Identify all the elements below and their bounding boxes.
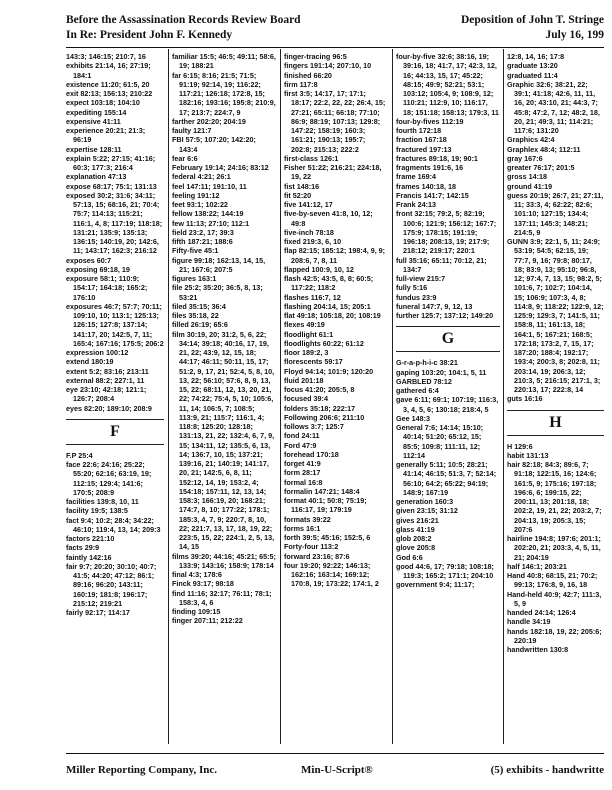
index-entry: flashing 204:14, 15; 205:1	[284, 301, 371, 311]
index-entry: FBI 57:5; 107:20; 142:20; 143:4	[172, 135, 256, 154]
index-entry: handle 34:19	[507, 617, 551, 627]
index-column-3	[284, 52, 388, 742]
index-entry: 143:3; 146:15; 210:7, 16	[66, 52, 146, 61]
index-entry: flap 82:15; 185:12; 198:4, 9, 9; 208:6, 7, 8, 11	[284, 246, 386, 265]
index-entry: Gee 148:3	[396, 413, 430, 423]
index-entry: four-by-five 32:6; 38:16, 19; 39:16, 18; 41:7, 17; 42:3, 12, 16; 44:13, 15, 17; 45:22; 48:15; 49:9; 52:21; 53:1; 103:12; 105:4, 9; 108:9, 12; 110:21; 112:9, 10; 116:17, 18; 151:18; 158:13; 179:3, 11	[396, 52, 499, 117]
index-entry: flapped 100:9, 10, 12	[284, 264, 354, 274]
page-footer	[66, 760, 604, 782]
index-entry: finding 109:15	[172, 607, 221, 616]
index-entry: final 4:3; 178:6	[172, 570, 222, 579]
index-entry: forth 39:5; 45:16; 152:5, 6	[284, 533, 371, 542]
index-entry: figure 99:18; 162:13, 14, 15, 21; 167:6; 207:5	[172, 255, 266, 274]
index-entry: Fisher 51:22; 216:21; 224:18, 19, 22	[284, 163, 382, 182]
index-entry: films 39:20; 44:16; 45:21; 65:5; 133:9; 143:16; 158:9; 178:14	[172, 551, 276, 570]
footer-page-range: (5) exhibits - handwritte	[490, 764, 604, 776]
index-entry: folders 35:18; 222:17	[284, 403, 356, 413]
index-entry: greater 76:17; 201:5	[507, 163, 575, 172]
index-entry: factors 221:10	[66, 534, 115, 543]
index-entry: exhibits 21:14, 16; 27:19; 184:1	[66, 61, 151, 80]
index-entry: G-r-a-p-h-i-c 38:21	[396, 358, 458, 368]
index-entry: fingers 191:14; 207:10, 10	[284, 61, 372, 71]
index-entry: feeling 191:12	[172, 190, 220, 200]
index-entry: faulty 121:7	[172, 126, 212, 135]
index-entry: fractured 197:13	[396, 144, 452, 154]
footer-company: Miller Reporting Company, Inc.	[66, 764, 218, 776]
index-entry: guts 16:16	[507, 394, 543, 404]
index-entry: familiar 15:5; 46:5; 49:11; 58:6, 19; 188:21	[172, 52, 276, 71]
header-rule	[66, 47, 604, 48]
index-entry: eyes 82:20; 189:10; 208:9	[66, 403, 152, 413]
footer-rule	[66, 753, 604, 754]
index-entry: far 6:15; 8:16; 21:5; 71:5; 91:19; 92:14, 19; 116:22; 117:21; 126:18; 172:8, 15; 182:16; 193:16; 195:8; 210:9, 17; 213:7; 224:7, 9	[172, 70, 276, 117]
index-entry: further 125:7; 137:12; 149:20	[396, 311, 494, 320]
index-entry: half 146:1; 203:21	[507, 561, 567, 571]
index-entry: finger-tracing 96:5	[284, 52, 347, 61]
index-entry: hands 182:18, 19, 22; 205:6; 220:19	[507, 626, 602, 645]
index-entry: finger 207:11; 212:22	[172, 616, 243, 626]
section-letter-heading	[507, 410, 604, 436]
index-entry: gives 216:21	[396, 515, 439, 525]
index-entry: formal 16:8	[284, 477, 323, 487]
index-entry: files 35:18, 22	[172, 311, 219, 320]
index-entry: forehead 170:18	[284, 449, 339, 459]
index-entry: floor 189:2, 3	[284, 348, 329, 357]
index-entry: flashes 116:7, 12	[284, 292, 341, 302]
index-entry: Graphics 42:4	[507, 135, 555, 145]
index-entry: filled 26:19; 65:6	[172, 320, 228, 330]
index-entry: good 44:6, 17; 79:18; 108:18; 119:3; 165:2; 171:1; 204:10	[396, 561, 494, 580]
index-entry: General 7:6; 14:14; 15:10; 40:14; 51:20; 65:12, 15; 85:5; 109:8; 111:11, 12; 112:14	[396, 423, 484, 460]
index-entry: federal 4:21; 26:1	[172, 172, 231, 182]
index-entry: Hand-held 40:9; 42:7; 111:3, 5, 9	[507, 589, 602, 608]
index-entry: focused 39:4	[284, 394, 328, 404]
index-entry: Francis 141:7; 142:15	[396, 190, 469, 200]
index-entry: expression 100:12	[66, 348, 129, 357]
index-entry: fifth 187:21; 188:6	[172, 237, 233, 246]
page-header	[66, 14, 604, 48]
index-entry: explain 5:22; 27:15; 41:16; 60:3; 177:3; 216:4	[66, 153, 156, 172]
index-entry: full-view 215:7	[396, 274, 446, 283]
column-divider	[280, 49, 281, 744]
index-entry: fist 148:16	[284, 181, 320, 191]
index-entry: generally 5:11; 10:5; 28:21; 41:14; 46:15; 51:3, 7; 52:14; 56:10; 64:2; 65:22; 94:19; 148:9; 167:19	[396, 460, 497, 497]
index-entry: facilities 139:8, 10, 11	[66, 497, 139, 506]
index-entry: God 6:6	[396, 552, 423, 562]
index-entry: florescents 59:17	[284, 357, 343, 367]
column-divider	[392, 49, 393, 744]
index-entry: exposures 46:7; 57:7; 70:11; 109:10, 10; 113:1; 125:13; 126:15; 127:8; 137:14; 141:17, 20; 142:5, 7, 11; 165:4; 167:16; 175:5; 206:2	[66, 301, 164, 348]
index-entry: H 129:6	[507, 441, 533, 451]
section-letter-heading	[66, 419, 164, 445]
index-entry: focus 41:20; 205:5, 8	[284, 385, 355, 394]
index-entry: formats 39:22	[284, 514, 331, 524]
index-entry: gross 14:18	[507, 172, 547, 182]
index-entry: floodlights 60:22; 61:12	[284, 338, 364, 348]
index-entry: finished 66:20	[284, 70, 332, 80]
index-entry: generation 160:3	[396, 497, 454, 506]
index-entry: fear 6:6	[172, 153, 198, 163]
index-entry: expose 68:17; 75:1; 131:13	[66, 181, 157, 191]
index-entry: film 30:19, 20; 31:2, 5, 6, 22; 34:14; 39:18; 40:16, 17, 19, 21, 22; 43:9, 12, 15, 18; 44:17; 46:11; 50:11, 15, 17; 51:2, 9, 17, 21; 52:4, 5, 8, 10, 13, 22; 56:10; 57:6, 8, 9, 13, 15, 22; 68:11, 12, 13, 20, 21, 22; 74:22; 75:4, 5, 10; 105:6, 11, 14; 106:5, 7; 108:5; 113:9, 21; 115:7; 116:1, 4; 118:8; 125:20; 128:18; 131:13, 21, 22; 132:4, 6, 7, 9, 15; 134:11, 12; 135:5, 6, 13, 14; 136:7, 10, 15; 137:21; 139:16, 21; 140:19; 141:17, 20, 21; 142:5, 6, 8, 11; 152:12, 14, 19; 153:2, 4; 154:18; 157:11, 12, 13, 14; 158:3; 166:19, 20; 168:21; 174:7, 8, 10; 177:22; 178:1; 185:3, 4, 7, 9; 220:7, 8, 10, 22; 221:7, 13, 17, 18, 19, 22; 223:5, 15, 22; 224:1, 2, 5, 13, 14, 15	[172, 329, 275, 552]
index-entry: fixed 219:3, 6, 10	[284, 237, 342, 246]
index-entry: field 23:2, 17; 39:3	[172, 227, 234, 237]
index-entry: expediting 155:14	[66, 107, 127, 117]
index-entry: face 22:6; 24:16; 25:22; 55:20; 62:16; 63:19, 19; 112:15; 129:4; 141:6; 170:5; 208:9	[66, 460, 152, 497]
index-entry: four-by-fives 112:19	[396, 116, 464, 126]
index-entry: extent 5:2; 83:16; 213:11	[66, 366, 149, 376]
index-entry: Finck 93:17; 98:18	[172, 579, 234, 589]
index-entry: gathered 6:4	[396, 386, 439, 395]
index-entry: hair 82:18; 84:3; 89:6, 7; 91:18; 122:15, 16; 124:6; 161:5, 9; 175:16; 197:18; 196:6, 6; 199:15, 22; 200:11, 13; 201:18, 18; 202:2, 19, 21, 22; 203:2, 7; 204:13, 19; 205:3, 15; 207:6	[507, 460, 602, 534]
index-entry: eye 23:10; 42:18; 121:1; 126:7; 208:4	[66, 385, 147, 404]
index-entry: gray 167:6	[507, 153, 543, 163]
column-divider	[503, 49, 504, 744]
index-entry: fraction 167:18	[396, 135, 447, 145]
index-entry: funeral 147:7, 9, 12, 13	[396, 301, 473, 311]
index-entry: Graphic 32:6; 38:21, 22; 39:1; 41:18; 42:6, 11, 11, 16, 20; 43:10, 21; 44:3, 7; 45:8; 47:2, 7, 12; 48:2, 18, 20, 21; 49:3, 11; 114:21; 117:6; 131:20	[507, 79, 600, 135]
index-entry: habit 131:13	[507, 450, 549, 460]
header-date: July 16, 199	[545, 29, 604, 41]
index-entry: frames 140:18, 18	[396, 181, 456, 191]
index-entry: forward 23:16; 87:6	[284, 551, 350, 561]
section-letter-heading	[396, 326, 500, 352]
index-entry: exit 82:13; 156:13; 210:22	[66, 89, 153, 98]
index-entry: expensive 41:11	[66, 116, 121, 126]
index-entry: GUNN 3:9; 22:1, 5, 11; 24:9; 53:19; 54:5; 62:15, 19; 77:7, 9, 16; 79:8; 80:17, 18; 83:9, 13; 95:10; 96:8, 12; 97:4, 7, 13, 15; 98:2, 5; 101:6, 7; 102:7; 104:14, 15; 106:9; 107:3, 4, 8; 114:8, 9; 118:22; 122:9, 12; 125:9; 129:3, 7; 141:5, 11; 158:8, 11; 161:13, 18; 164:1, 5; 167:21; 168:5; 172:18; 173:2, 7, 15, 17; 187:20; 188:4; 192:17; 193:4; 200:3, 8; 202:8, 11; 203:14, 19; 206:3, 12; 210:3, 5; 216:15; 217:1, 3; 220:13, 17; 222:8, 14	[507, 237, 604, 394]
section-letter: F	[110, 422, 120, 440]
index-entry: external 88:2; 227:1, 11	[66, 375, 145, 385]
index-entry: Following 206:6; 211:10	[284, 412, 365, 422]
index-entry: fluid 201:18	[284, 375, 324, 385]
index-entry: glass 41:19	[396, 524, 435, 534]
index-entry: Fifty-five 45:1	[172, 246, 219, 256]
index-entry: first-class 126:1	[284, 153, 339, 163]
index-entry: government 9:4; 11:17;	[396, 580, 475, 590]
index-entry: Floyd 94:14; 101:9; 120:20	[284, 366, 374, 376]
index-entry: facts 29:9	[66, 543, 100, 553]
index-entry: extend 180:19	[66, 357, 114, 367]
index-entry: F.P 25:4	[66, 450, 93, 460]
index-entry: few 11:13; 27:10; 112:1	[172, 218, 250, 228]
index-entry: Graphlex 48:4; 112:11	[507, 144, 581, 154]
index-entry: gaping 103:20; 104:1, 5, 11	[396, 367, 487, 377]
index-entry: exposing 69:18, 19	[66, 264, 130, 274]
index-entry: flat 49:18; 105:18, 20; 108:19	[284, 311, 381, 320]
index-column-1	[66, 52, 164, 742]
index-entry: Ford 47:9	[284, 440, 317, 450]
index-entry: fairly 92:17; 114:17	[66, 608, 130, 617]
index-entry: Frank 24:13	[396, 200, 436, 209]
index-entry: feet 93:1; 102:22	[172, 200, 228, 209]
index-entry: existence 11:20; 61:5, 20	[66, 79, 150, 89]
footer-product: Min-U-Script®	[301, 764, 373, 776]
index-entry: fundus 23:9	[396, 292, 437, 302]
index-entry: handwritten 130:8	[507, 645, 569, 654]
section-letter: H	[549, 413, 562, 431]
index-entry: ground 41:19	[507, 181, 553, 191]
index-entry: glove 205:8	[396, 543, 436, 553]
index-entry: February 19:14; 24:16; 83:12	[172, 163, 269, 172]
index-entry: forms 16:1	[284, 523, 321, 533]
index-entry: guess 20:19; 26:7, 21; 27:11, 11; 33:3, 4; 62:22; 82:6; 101:10; 127:15; 134:4; 137:11; 145:3; 148:21; 214:5, 9	[507, 190, 604, 237]
index-entry: filed 35:15; 36:4	[172, 301, 226, 311]
header-title: Before the Assassination Records Review Board	[66, 14, 301, 26]
index-entry: full 35:16; 65:11; 70:12, 21; 134:7	[396, 255, 487, 274]
column-divider	[168, 49, 169, 744]
index-entry: farther 202:20; 204:19	[172, 116, 246, 126]
index-entry: exposure 58:1; 110:9; 154:17; 164:18; 165:2; 176:10	[66, 274, 148, 302]
index-entry: Forty-four 113:2	[284, 542, 339, 552]
index-entry: exposes 60:7	[66, 255, 112, 265]
index-entry: fond 24:11	[284, 431, 320, 441]
index-entry: feel 147:11; 191:10, 11	[172, 181, 247, 191]
index-entry: facility 19:5; 138:5	[66, 506, 128, 516]
index-entry: first 3:5; 14:17, 17; 17:1; 18:17; 22:2, 22, 22; 26:4, 15; 27:21; 65:11; 66:18; 77:10; 86:9; 88:19; 107:13; 129:8; 147:22; 158:19; 160:3; 161:21; 190:13; 195:7; 202:8; 215:13; 222:2	[284, 89, 386, 154]
index-entry: experience 20:21; 21:3; 96:19	[66, 126, 146, 145]
index-entry: fully 5:16	[396, 283, 428, 293]
index-entry: forget 41:9	[284, 459, 321, 468]
index-entry: frame 169:4	[396, 172, 436, 182]
index-entry: fourth 172:18	[396, 126, 442, 135]
index-entry: 12:8, 14, 16; 17:8	[507, 52, 565, 61]
index-entry: Hand 40:8; 68:15, 21; 70:2; 99:13; 176:8, 9, 16, 18	[507, 571, 598, 590]
index-entry: faintly 142:16	[66, 552, 112, 562]
index-entry: glob 208:2	[396, 534, 432, 543]
index-entry: figures 163:1	[172, 274, 217, 283]
index-column-5	[507, 52, 604, 742]
index-entry: fit 52:20	[284, 190, 312, 200]
index-entry: four 19:20; 92:22; 146:13; 162:16; 163:14; 169:12; 170:8, 19; 173:22; 174:1, 2	[284, 560, 379, 589]
index-entry: explanation 47:13	[66, 172, 127, 182]
index-entry: exposed 30:2; 31:6; 34:11; 57:13, 15; 68:16, 21; 70:4; 75:7; 114:13; 115:21; 116:1, 4, 8; 117:19; 118:18; 131:21; 135:9; 135:13; 136:15; 140:19, 20; 142:6, 11; 143:17; 162:3; 216:12	[66, 190, 163, 256]
index-column-4	[396, 52, 500, 742]
index-entry: front 32:15; 79:2, 5; 82:19; 100:6; 121:9; 156:12; 167:7; 175:9; 178:15; 191:19; 196:18; 208:13, 19; 217:9; 218:12; 219:17; 220:1	[396, 209, 497, 256]
header-case: In Re: President John F. Kennedy	[66, 29, 233, 41]
index-entry: format 40:1; 50:8; 75:19; 116:17, 19; 179:19	[284, 496, 367, 515]
index-entry: hairline 194:8; 197:6; 201:1; 202:20, 21; 203:3, 4, 5, 11, 21; 204:19	[507, 534, 601, 562]
index-entry: graduate 13:20	[507, 61, 558, 71]
index-entry: GARBLED 78:12	[396, 376, 452, 386]
index-entry: five 141:12, 17	[284, 200, 333, 209]
index-entry: handed 24:14; 126:4	[507, 608, 576, 617]
index-entry: gave 6:11; 69:1; 107:19; 116:3, 3, 4, 5, 6; 130:18; 218:4, 5	[396, 395, 499, 414]
index-entry: fact 9:4; 10:2; 28:4; 34:22; 46:10; 119:4, 13, 14; 209:3	[66, 515, 161, 534]
index-entry: expertise 128:11	[66, 144, 122, 154]
index-entry: five-by-seven 41:8, 10, 12; 49:8	[284, 209, 373, 228]
index-entry: form 28:17	[284, 468, 321, 478]
index-entry: flexes 49:19	[284, 320, 325, 330]
index-entry: formalin 147:21; 148:4	[284, 486, 360, 496]
index-entry: find 11:16; 32:17; 76:11; 78:1; 158:3, 4, 6	[172, 588, 272, 607]
header-deposition: Deposition of John T. Stringe	[460, 14, 604, 26]
index-entry: expect 103:18; 104:10	[66, 98, 140, 108]
index-entry: fractures 89:18, 19; 90:1	[396, 153, 478, 163]
index-entry: fellow 138:22; 144:19	[172, 209, 244, 219]
index-entry: firm 117:8	[284, 79, 318, 89]
index-entry: graduated 11:4	[507, 70, 558, 80]
index-entry: follows 3:7; 125:7	[284, 422, 344, 431]
index-entry: fragments 191:6, 16	[396, 163, 464, 172]
index-entry: floodlight 61:1	[284, 329, 334, 339]
index-entry: fair 9:7; 20:20; 30:10; 40:7; 41:5; 44:20; 47:12; 86:1; 89:16; 96:20; 143:11; 160:19; 181:8; 196:17; 215:12; 219:21	[66, 561, 157, 608]
index-entry: given 23:15; 31:12	[396, 506, 458, 516]
index-column-2	[172, 52, 276, 742]
index-entry: five-inch 78:18	[284, 227, 334, 237]
section-letter: G	[441, 330, 455, 348]
index-entry: flash 42:5; 43:5, 8, 8; 60:5; 117:22; 118:2	[284, 274, 374, 293]
index-entry: file 25:2; 35:20; 36:5, 8, 13; 53:21	[172, 283, 263, 302]
